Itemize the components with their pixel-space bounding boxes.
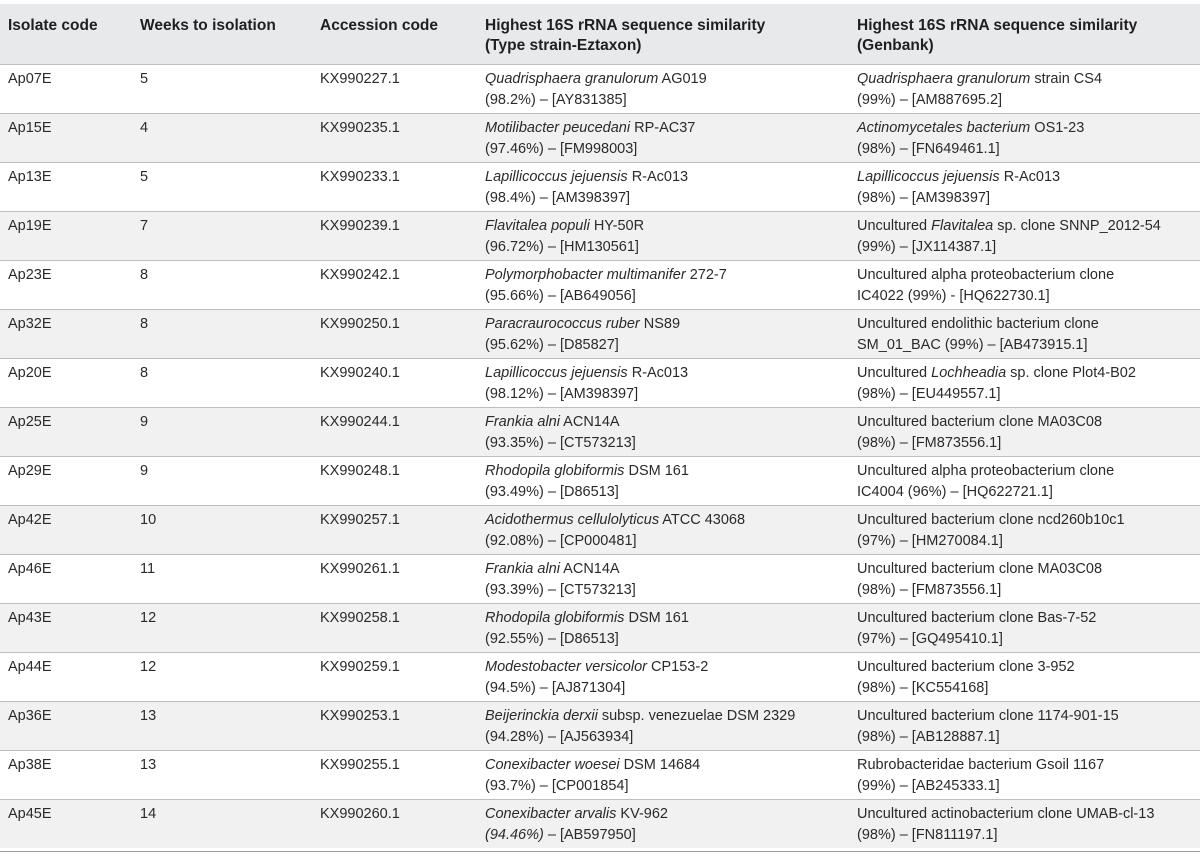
eztaxon-species: Frankia alni: [485, 414, 560, 430]
eztaxon-cell: [485, 510, 745, 552]
eztaxon-line1: [485, 510, 745, 531]
eztaxon-cell: [485, 706, 795, 748]
table-header: [0, 4, 1200, 64]
eztaxon-similarity-italic: (94.46%): [485, 827, 544, 843]
accession-cell: KX990239.1: [320, 218, 400, 234]
isolate-code-cell: Ap20E: [8, 365, 52, 381]
header-eztaxon-similarity: [485, 16, 765, 56]
eztaxon-line1: [485, 167, 688, 188]
eztaxon-cell: [485, 265, 727, 307]
genbank-line1: [857, 608, 1096, 629]
genbank-prefix: Uncultured bacterium clone 1174-901-15: [857, 708, 1119, 724]
genbank-species: Quadrisphaera granulorum: [857, 71, 1031, 87]
eztaxon-line1: [485, 804, 668, 825]
isolate-code-cell: Ap19E: [8, 218, 52, 234]
eztaxon-line2: [485, 433, 636, 454]
eztaxon-species: Quadrisphaera granulorum: [485, 71, 659, 87]
eztaxon-cell: [485, 412, 636, 454]
accession-cell: KX990253.1: [320, 708, 400, 724]
genbank-line1: [857, 657, 1075, 678]
table-row: [0, 701, 1200, 750]
accession-cell: KX990248.1: [320, 463, 400, 479]
genbank-prefix: Uncultured endolithic bacterium clone: [857, 316, 1099, 332]
eztaxon-similarity: (93.49%) – [D86513]: [485, 484, 619, 500]
eztaxon-strain: DSM 14684: [619, 757, 701, 773]
eztaxon-strain: AG019: [658, 71, 707, 87]
header-accession-code: Accession code: [320, 17, 439, 34]
eztaxon-strain: DSM 161: [624, 463, 689, 479]
eztaxon-line2: [485, 825, 668, 846]
table-row: [0, 211, 1200, 260]
weeks-cell: 13: [140, 708, 157, 724]
isolate-code-cell: Ap15E: [8, 120, 52, 136]
genbank-line2: (98%) – [FN649461.1]: [857, 141, 1000, 157]
eztaxon-cell: [485, 804, 668, 846]
genbank-strain: OS1-23: [1030, 120, 1085, 136]
eztaxon-line2: [485, 90, 707, 111]
table-row: [0, 652, 1200, 701]
eztaxon-strain: HY-50R: [589, 218, 645, 234]
genbank-line2: (99%) – [JX114387.1]: [857, 239, 997, 255]
table-row: [0, 113, 1200, 162]
eztaxon-similarity: (95.62%) – [D85827]: [485, 337, 619, 353]
genbank-cell: [857, 510, 1125, 552]
genbank-line1: [857, 510, 1125, 531]
genbank-line1: [857, 804, 1154, 825]
genbank-line1: [857, 118, 1084, 139]
eztaxon-strain: KV-962: [616, 806, 668, 822]
eztaxon-line1: [485, 412, 636, 433]
genbank-cell: [857, 461, 1114, 503]
genbank-prefix: Uncultured: [857, 365, 932, 381]
table-row: [0, 750, 1200, 799]
genbank-cell: [857, 657, 1075, 699]
accession-cell: KX990258.1: [320, 610, 400, 626]
genbank-cell: [857, 314, 1099, 356]
genbank-cell: [857, 118, 1084, 160]
eztaxon-line1: [485, 657, 708, 678]
eztaxon-line1: [485, 608, 689, 629]
genbank-cell: [857, 363, 1136, 405]
genbank-prefix: Uncultured: [857, 218, 932, 234]
eztaxon-cell: [485, 608, 689, 650]
eztaxon-strain: CP153-2: [647, 659, 709, 675]
eztaxon-species: Rhodopila globiformis: [485, 463, 625, 479]
table-bottom-rule: [0, 851, 1200, 852]
eztaxon-species: Motilibacter peucedani: [485, 120, 631, 136]
weeks-cell: 7: [140, 218, 149, 234]
weeks-cell: 11: [140, 561, 156, 577]
genbank-cell: [857, 265, 1114, 307]
header-genbank-line2: (Genbank): [857, 37, 934, 54]
eztaxon-similarity: (97.46%) – [FM998003]: [485, 141, 638, 157]
weeks-cell: 14: [140, 806, 157, 822]
genbank-line1: [857, 412, 1102, 433]
isolate-code-cell: Ap44E: [8, 659, 52, 675]
table-row: [0, 554, 1200, 603]
table-row: [0, 309, 1200, 358]
genbank-line2: (98%) – [KC554168]: [857, 680, 989, 696]
header-weeks-to-isolation: Weeks to isolation: [140, 17, 276, 34]
eztaxon-strain: R-Ac013: [627, 169, 689, 185]
header-genbank-similarity: [857, 16, 1137, 56]
eztaxon-strain: ACN14A: [559, 414, 620, 430]
eztaxon-similarity: (93.39%) – [CT573213]: [485, 582, 636, 598]
header-isolate-code: Isolate code: [8, 17, 98, 34]
eztaxon-similarity: (98.4%) – [AM398397]: [485, 190, 631, 206]
eztaxon-similarity: (93.35%) – [CT573213]: [485, 435, 636, 451]
accession-cell: KX990233.1: [320, 169, 400, 185]
genbank-prefix: Uncultured bacterium clone ncd260b10c1: [857, 512, 1125, 528]
table-row: [0, 407, 1200, 456]
eztaxon-cell: [485, 363, 688, 405]
eztaxon-similarity: (95.66%) – [AB649056]: [485, 288, 636, 304]
eztaxon-similarity: – [AB597950]: [543, 827, 636, 843]
weeks-cell: 4: [140, 120, 149, 136]
eztaxon-line2: [485, 580, 636, 601]
table-row: [0, 603, 1200, 652]
eztaxon-similarity: (96.72%) – [HM130561]: [485, 239, 639, 255]
genbank-line1: [857, 461, 1114, 482]
isolate-code-cell: Ap46E: [8, 561, 52, 577]
isolate-code-cell: Ap32E: [8, 316, 52, 332]
weeks-cell: 9: [140, 463, 149, 479]
genbank-species: Lapillicoccus jejuensis: [857, 169, 1000, 185]
eztaxon-species: Conexibacter woesei: [485, 757, 620, 773]
genbank-strain: strain CS4: [1030, 71, 1103, 87]
genbank-prefix: Uncultured bacterium clone MA03C08: [857, 561, 1103, 577]
table-row: [0, 799, 1200, 848]
eztaxon-species: Frankia alni: [485, 561, 560, 577]
accession-cell: KX990250.1: [320, 316, 400, 332]
genbank-line2: IC4022 (99%) - [HQ622730.1]: [857, 288, 1050, 304]
genbank-cell: [857, 559, 1102, 601]
eztaxon-line2: [485, 384, 688, 405]
isolate-code-cell: Ap13E: [8, 169, 52, 185]
accession-cell: KX990240.1: [320, 365, 400, 381]
isolate-code-cell: Ap38E: [8, 757, 52, 773]
eztaxon-strain: DSM 161: [624, 610, 689, 626]
table-row: [0, 505, 1200, 554]
genbank-line2: (98%) – [FN811197.1]: [857, 827, 998, 843]
eztaxon-similarity: (93.7%) – [CP001854]: [485, 778, 629, 794]
genbank-prefix: Uncultured alpha proteobacterium clone: [857, 267, 1115, 283]
isolate-code-cell: Ap29E: [8, 463, 52, 479]
eztaxon-strain: NS89: [639, 316, 681, 332]
genbank-line2: (98%) – [AB128887.1]: [857, 729, 1000, 745]
eztaxon-similarity: (92.55%) – [D86513]: [485, 631, 619, 647]
eztaxon-line1: [485, 755, 700, 776]
genbank-strain: sp. clone Plot4-B02: [1006, 365, 1136, 381]
genbank-species: Lochheadia: [931, 365, 1007, 381]
genbank-line2: (99%) – [AB245333.1]: [857, 778, 1000, 794]
eztaxon-species: Paracraurococcus ruber: [485, 316, 640, 332]
genbank-prefix: Rubrobacteridae bacterium Gsoil 1167: [857, 757, 1105, 773]
genbank-cell: [857, 412, 1102, 454]
eztaxon-species: Lapillicoccus jejuensis: [485, 365, 628, 381]
eztaxon-species: Lapillicoccus jejuensis: [485, 169, 628, 185]
eztaxon-strain: R-Ac013: [627, 365, 689, 381]
accession-cell: KX990242.1: [320, 267, 400, 283]
header-eztaxon-line2: (Type strain-Eztaxon): [485, 37, 642, 54]
accession-cell: KX990235.1: [320, 120, 400, 136]
weeks-cell: 12: [140, 610, 157, 626]
eztaxon-line1: [485, 118, 695, 139]
eztaxon-cell: [485, 69, 707, 111]
eztaxon-line1: [485, 706, 795, 727]
eztaxon-cell: [485, 216, 644, 258]
eztaxon-similarity: (92.08%) – [CP000481]: [485, 533, 637, 549]
accession-cell: KX990257.1: [320, 512, 400, 528]
table-row: [0, 358, 1200, 407]
genbank-line2: IC4004 (96%) – [HQ622721.1]: [857, 484, 1053, 500]
table-row: [0, 456, 1200, 505]
eztaxon-line1: [485, 69, 707, 90]
eztaxon-strain: 272-7: [685, 267, 727, 283]
genbank-prefix: Uncultured actinobacterium clone UMAB-cl-13: [857, 806, 1155, 822]
genbank-line1: [857, 265, 1114, 286]
genbank-cell: [857, 69, 1102, 111]
eztaxon-similarity: (98.12%) – [AM398397]: [485, 386, 639, 402]
accession-cell: KX990244.1: [320, 414, 400, 430]
weeks-cell: 12: [140, 659, 157, 675]
genbank-line2: (98%) – [EU449557.1]: [857, 386, 1001, 402]
eztaxon-line2: [485, 531, 745, 552]
eztaxon-line1: [485, 265, 727, 286]
eztaxon-line2: [485, 678, 708, 699]
eztaxon-species: Beijerinckia derxii: [485, 708, 598, 724]
genbank-cell: [857, 608, 1096, 650]
eztaxon-line1: [485, 461, 689, 482]
genbank-prefix: Uncultured bacterium clone 3-952: [857, 659, 1075, 675]
isolate-code-cell: Ap25E: [8, 414, 52, 430]
eztaxon-cell: [485, 755, 700, 797]
accession-cell: KX990255.1: [320, 757, 400, 773]
eztaxon-line1: [485, 363, 688, 384]
eztaxon-similarity: (94.5%) – [AJ871304]: [485, 680, 626, 696]
isolate-code-cell: Ap45E: [8, 806, 52, 822]
eztaxon-line2: [485, 727, 795, 748]
eztaxon-line2: [485, 776, 700, 797]
eztaxon-strain: subsp. venezuelae DSM 2329: [597, 708, 796, 724]
genbank-strain: sp. clone SNNP_2012-54: [993, 218, 1161, 234]
eztaxon-similarity: (94.28%) – [AJ563934]: [485, 729, 634, 745]
genbank-prefix: Uncultured bacterium clone Bas-7-52: [857, 610, 1097, 626]
genbank-prefix: Uncultured alpha proteobacterium clone: [857, 463, 1115, 479]
header-genbank-line1: Highest 16S rRNA sequence similarity: [857, 17, 1138, 34]
genbank-line1: [857, 559, 1102, 580]
genbank-line1: [857, 69, 1102, 90]
genbank-line1: [857, 706, 1119, 727]
eztaxon-cell: [485, 167, 688, 209]
weeks-cell: 9: [140, 414, 149, 430]
eztaxon-line2: [485, 286, 727, 307]
genbank-line2: (99%) – [AM887695.2]: [857, 92, 1003, 108]
weeks-cell: 13: [140, 757, 157, 773]
genbank-line2: (97%) – [GQ495410.1]: [857, 631, 1003, 647]
weeks-cell: 8: [140, 316, 149, 332]
eztaxon-line2: [485, 188, 688, 209]
genbank-species: Flavitalea: [931, 218, 994, 234]
genbank-cell: [857, 755, 1104, 797]
genbank-line2: (98%) – [FM873556.1]: [857, 435, 1002, 451]
eztaxon-line1: [485, 216, 644, 237]
eztaxon-species: Acidothermus cellulolyticus: [485, 512, 660, 528]
table-row: [0, 260, 1200, 309]
eztaxon-cell: [485, 314, 680, 356]
accession-cell: KX990259.1: [320, 659, 400, 675]
weeks-cell: 5: [140, 71, 149, 87]
genbank-cell: [857, 167, 1060, 209]
eztaxon-cell: [485, 461, 689, 503]
eztaxon-line2: [485, 335, 680, 356]
genbank-prefix: Uncultured bacterium clone MA03C08: [857, 414, 1103, 430]
weeks-cell: 10: [140, 512, 157, 528]
genbank-line1: [857, 755, 1104, 776]
weeks-cell: 8: [140, 267, 149, 283]
isolate-code-cell: Ap43E: [8, 610, 52, 626]
eztaxon-strain: RP-AC37: [630, 120, 696, 136]
eztaxon-similarity: (98.2%) – [AY831385]: [485, 92, 627, 108]
genbank-line2: (97%) – [HM270084.1]: [857, 533, 1003, 549]
eztaxon-line1: [485, 314, 680, 335]
genbank-strain: R-Ac013: [999, 169, 1061, 185]
eztaxon-cell: [485, 118, 695, 160]
genbank-line2: SM_01_BAC (99%) – [AB473915.1]: [857, 337, 1088, 353]
accession-cell: KX990260.1: [320, 806, 400, 822]
isolate-code-cell: Ap36E: [8, 708, 52, 724]
eztaxon-species: Rhodopila globiformis: [485, 610, 625, 626]
header-eztaxon-line1: Highest 16S rRNA sequence similarity: [485, 17, 766, 34]
eztaxon-strain: ACN14A: [559, 561, 620, 577]
eztaxon-cell: [485, 559, 636, 601]
genbank-line1: [857, 167, 1060, 188]
genbank-cell: [857, 216, 1161, 258]
eztaxon-line1: [485, 559, 636, 580]
genbank-cell: [857, 804, 1154, 846]
table-row: [0, 162, 1200, 211]
eztaxon-species: Flavitalea populi: [485, 218, 590, 234]
eztaxon-line2: [485, 139, 695, 160]
eztaxon-line2: [485, 482, 689, 503]
accession-cell: KX990227.1: [320, 71, 400, 87]
isolate-code-cell: Ap23E: [8, 267, 52, 283]
genbank-line1: [857, 363, 1136, 384]
eztaxon-species: Modestobacter versicolor: [485, 659, 647, 675]
accession-cell: KX990261.1: [320, 561, 400, 577]
genbank-line2: (98%) – [AM398397]: [857, 190, 990, 206]
table-row: [0, 64, 1200, 113]
genbank-line2: (98%) – [FM873556.1]: [857, 582, 1002, 598]
isolate-code-cell: Ap07E: [8, 71, 52, 87]
eztaxon-line2: [485, 237, 644, 258]
weeks-cell: 5: [140, 169, 149, 185]
eztaxon-line2: [485, 629, 689, 650]
eztaxon-cell: [485, 657, 708, 699]
genbank-species: Actinomycetales bacterium: [857, 120, 1031, 136]
isolate-code-cell: Ap42E: [8, 512, 52, 528]
genbank-line1: [857, 216, 1161, 237]
eztaxon-strain: ATCC 43068: [659, 512, 746, 528]
genbank-line1: [857, 314, 1099, 335]
genbank-cell: [857, 706, 1119, 748]
eztaxon-species: Polymorphobacter multimanifer: [485, 267, 686, 283]
eztaxon-species: Conexibacter arvalis: [485, 806, 617, 822]
weeks-cell: 8: [140, 365, 149, 381]
